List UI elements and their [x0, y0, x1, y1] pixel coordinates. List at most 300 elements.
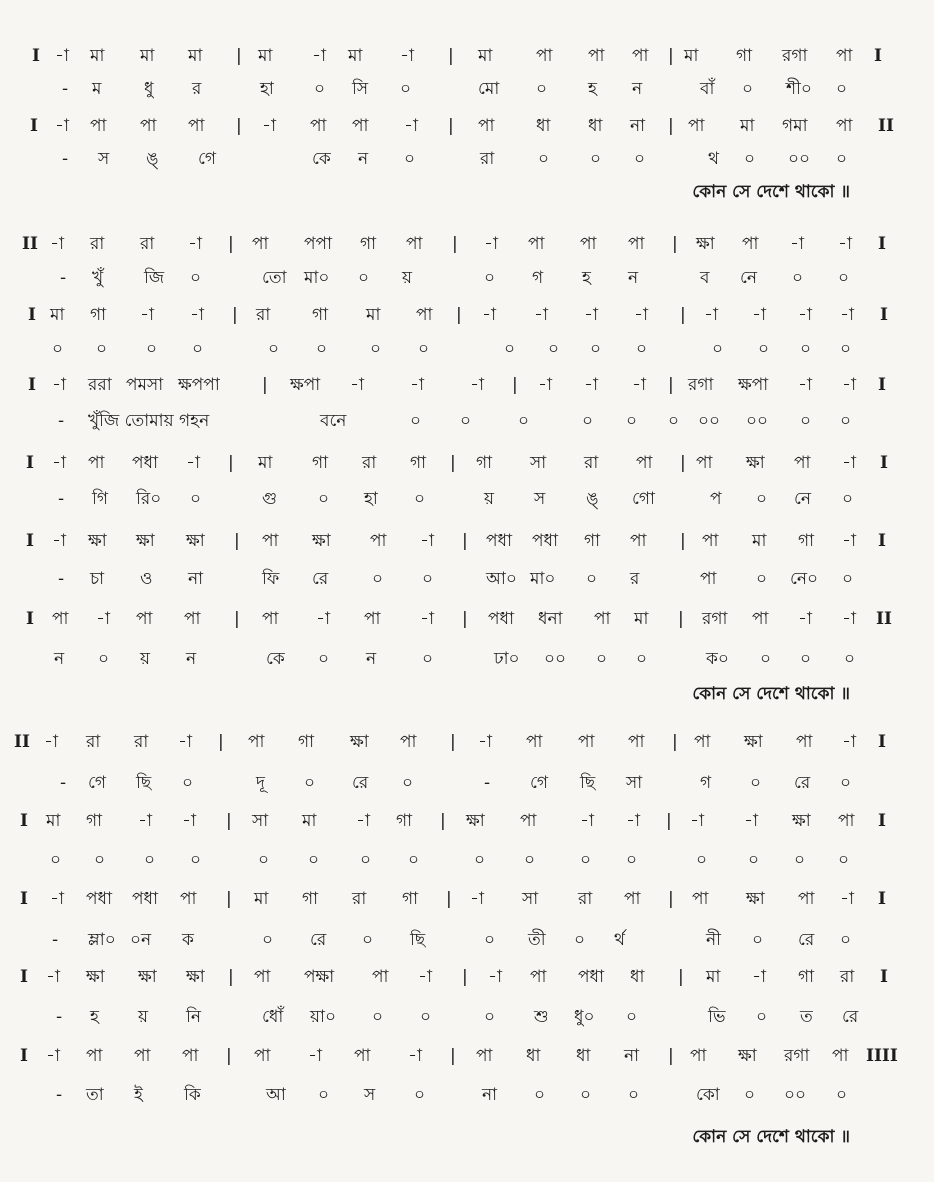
bar-line: |: [668, 46, 674, 66]
lyric-line: [0, 845, 934, 875]
syllable: ই: [134, 1085, 143, 1105]
note: -া: [262, 116, 276, 136]
note: রগা: [688, 375, 714, 395]
syllable: আ: [266, 1085, 286, 1105]
note: ক্ষা: [186, 531, 205, 551]
syllable: র: [192, 79, 202, 99]
note: পধা: [132, 889, 158, 909]
syllable: ০: [668, 411, 680, 431]
note: ক্ষা: [88, 531, 107, 551]
syllable: ০: [422, 569, 434, 589]
note: পা: [836, 116, 853, 136]
note: মা: [706, 967, 721, 987]
note: পা: [406, 234, 423, 254]
note: পধা: [532, 531, 558, 551]
note: মা: [188, 46, 203, 66]
syllable: ০: [750, 773, 762, 793]
bar-mark: II: [878, 116, 894, 136]
note: -া: [316, 609, 330, 629]
note: মা: [302, 811, 317, 831]
note: ক্ষপা: [738, 375, 769, 395]
syllable: -: [56, 1085, 63, 1105]
syllable: ০: [582, 411, 594, 431]
note: -া: [470, 375, 484, 395]
note: রা: [256, 305, 271, 325]
note: -া: [626, 811, 640, 831]
note: -া: [538, 375, 552, 395]
note: পা: [364, 609, 381, 629]
syllable: ০: [842, 569, 854, 589]
syllable: ০ন: [130, 930, 152, 950]
syllable: ন: [628, 268, 639, 288]
note: পা: [416, 305, 433, 325]
bar-mark: I: [878, 531, 886, 551]
syllable: ০: [414, 1085, 426, 1105]
note: গা: [90, 305, 107, 325]
note: ক্ষা: [792, 811, 811, 831]
note: পা: [352, 116, 369, 136]
syllable: সি: [352, 79, 369, 99]
note: পা: [478, 116, 495, 136]
note: -া: [44, 732, 58, 752]
note: পা: [528, 234, 545, 254]
bar-line: |: [672, 732, 678, 752]
note: পধা: [132, 453, 158, 473]
note: -া: [484, 234, 498, 254]
syllable: ম্লা০: [88, 930, 116, 950]
bar-line: |: [450, 1046, 456, 1066]
syllable: ০০: [544, 649, 567, 669]
note: রা: [584, 453, 599, 473]
note: -া: [704, 305, 718, 325]
syllable: ০: [190, 268, 202, 288]
note: -া: [842, 375, 856, 395]
syllable: হ: [582, 268, 591, 288]
notation-line: [0, 1041, 934, 1071]
note: পা: [182, 1046, 199, 1066]
note: -া: [350, 375, 364, 395]
note: -া: [186, 453, 200, 473]
note: পধা: [86, 889, 112, 909]
syllable: ০: [574, 930, 586, 950]
syllable: কি: [184, 1085, 201, 1105]
note: -া: [744, 811, 758, 831]
syllable: থ: [708, 149, 720, 169]
syllable: ০০: [788, 149, 811, 169]
note: পা: [628, 234, 645, 254]
syllable: ০: [596, 649, 608, 669]
note: সা: [522, 889, 539, 909]
syllable: গ: [532, 268, 544, 288]
syllable: গি: [92, 489, 109, 509]
note: পা: [136, 609, 153, 629]
syllable: ০: [362, 930, 374, 950]
syllable: ০: [418, 339, 430, 359]
note: -া: [634, 305, 648, 325]
syllable: ন: [366, 649, 377, 669]
note: পা: [580, 234, 597, 254]
note: গা: [298, 732, 315, 752]
syllable: ০: [842, 489, 854, 509]
note: পা: [594, 609, 611, 629]
note: রগা: [702, 609, 728, 629]
note: -া: [308, 1046, 322, 1066]
syllable: -: [58, 489, 65, 509]
bar-line: |: [226, 889, 232, 909]
syllable: ০: [144, 850, 156, 870]
note: মা: [50, 305, 65, 325]
refrain-line: কোন সে দেশে থাকো ॥: [692, 182, 850, 202]
syllable: -: [62, 79, 69, 99]
note: ধনা: [538, 609, 563, 629]
note: পা: [688, 116, 705, 136]
note: পা: [630, 531, 647, 551]
bar-mark: I: [880, 967, 888, 987]
note: -া: [420, 531, 434, 551]
lyric-line: [0, 644, 934, 674]
note: -া: [138, 811, 152, 831]
note: মা: [366, 305, 381, 325]
note: মা: [258, 453, 273, 473]
bar-line: |: [680, 453, 686, 473]
note: পা: [476, 1046, 493, 1066]
lyric-line: [0, 768, 934, 798]
syllable: ০০: [784, 1085, 807, 1105]
bar-line: |: [450, 453, 456, 473]
note: রা: [140, 234, 155, 254]
syllable: ০: [626, 1007, 638, 1027]
syllable: ০: [146, 339, 158, 359]
note: গা: [584, 531, 601, 551]
syllable: ০: [748, 850, 760, 870]
syllable: ০: [98, 649, 110, 669]
note: ক্ষা: [466, 811, 485, 831]
refrain-line: কোন সে দেশে থাকো ॥: [692, 684, 850, 704]
syllable: ০: [836, 79, 848, 99]
syllable: নি: [186, 1007, 202, 1027]
syllable: ০: [580, 850, 592, 870]
note: পা: [180, 889, 197, 909]
note: পধা: [488, 609, 514, 629]
note: ক্ষা: [350, 732, 369, 752]
note: ক্ষপা: [290, 375, 321, 395]
bar-mark: I: [878, 811, 886, 831]
syllable: তা: [86, 1085, 104, 1105]
bar-mark: I: [878, 375, 886, 395]
bar-mark: II: [22, 234, 38, 254]
bar-line: |: [450, 732, 456, 752]
syllable: ০: [484, 268, 496, 288]
note: গা: [736, 46, 753, 66]
note: মা: [752, 531, 767, 551]
syllable: ক০: [706, 649, 729, 669]
syllable: ০: [800, 411, 812, 431]
note: পা: [52, 609, 69, 629]
bar-line: |: [440, 811, 446, 831]
note: -া: [410, 375, 424, 395]
syllable: ০: [50, 850, 62, 870]
note: -া: [842, 531, 856, 551]
syllable: কে: [266, 649, 285, 669]
note: পধা: [486, 531, 512, 551]
note: রা: [578, 889, 593, 909]
bar-mark: I: [26, 453, 34, 473]
syllable: ন: [632, 79, 643, 99]
syllable: ন: [186, 649, 197, 669]
note: মা: [258, 46, 273, 66]
syllable: রে: [310, 930, 327, 950]
syllable: ঢা০: [494, 649, 520, 669]
note: ক্ষপপা: [178, 375, 220, 395]
syllable: না: [482, 1085, 498, 1105]
bar-line: |: [236, 46, 242, 66]
note: ক্ষা: [86, 967, 105, 987]
notation-line: [0, 806, 934, 836]
note: মা: [140, 46, 155, 66]
note: রা: [134, 732, 149, 752]
syllable: ০: [590, 149, 602, 169]
syllable: ০: [534, 1085, 546, 1105]
note: -া: [312, 46, 326, 66]
syllable: য়: [484, 489, 495, 509]
syllable: ০০: [746, 411, 769, 431]
note: সা: [252, 811, 269, 831]
syllable: ০: [744, 149, 756, 169]
syllable: গে: [88, 773, 107, 793]
syllable: ০: [756, 1007, 768, 1027]
syllable: ০: [318, 489, 330, 509]
lyric-line: [0, 1080, 934, 1110]
syllable: রে: [794, 773, 811, 793]
bar-line: |: [666, 811, 672, 831]
syllable: গে: [198, 149, 217, 169]
syllable: ০: [742, 79, 754, 99]
syllable: ছি: [410, 930, 426, 950]
note: পা: [836, 46, 853, 66]
syllable: শী০: [786, 79, 812, 99]
note: -া: [52, 375, 66, 395]
bar-mark: I: [878, 732, 886, 752]
note: পা: [798, 889, 815, 909]
bar-line: |: [226, 1046, 232, 1066]
bar-line: |: [680, 531, 686, 551]
note: -া: [470, 889, 484, 909]
syllable: য়: [402, 268, 413, 288]
bar-line: |: [228, 967, 234, 987]
syllable: র্থ: [614, 930, 626, 950]
note: ক্ষা: [746, 453, 765, 473]
syllable: ০: [420, 1007, 432, 1027]
note: -া: [752, 305, 766, 325]
syllable: ০: [838, 850, 850, 870]
note: না: [624, 1046, 640, 1066]
syllable: ০: [756, 569, 768, 589]
note: রা: [840, 967, 855, 987]
syllable: ০: [800, 649, 812, 669]
note: ররা: [88, 375, 112, 395]
syllable: ০: [626, 850, 638, 870]
syllable: হা: [364, 489, 378, 509]
bar-line: |: [234, 609, 240, 629]
note: রগা: [784, 1046, 810, 1066]
syllable: ০: [756, 489, 768, 509]
syllable: ০: [370, 339, 382, 359]
syllable: মা০: [304, 268, 330, 288]
syllable: ০: [628, 1085, 640, 1105]
note: মা: [634, 609, 649, 629]
note: রা: [90, 234, 105, 254]
note: -া: [478, 732, 492, 752]
note: সা: [530, 453, 547, 473]
syllable: ০: [586, 569, 598, 589]
syllable: ০: [360, 850, 372, 870]
note: পা: [694, 732, 711, 752]
note: পা: [254, 967, 271, 987]
note: -া: [96, 609, 110, 629]
note: পা: [88, 453, 105, 473]
notation-line: [0, 370, 934, 400]
syllable: বনে: [320, 411, 347, 431]
bar-line: |: [462, 967, 468, 987]
note: -া: [400, 46, 414, 66]
bar-mark: I: [28, 375, 36, 395]
note: পা: [400, 732, 417, 752]
syllable: জি: [144, 268, 165, 288]
syllable: ০: [794, 850, 806, 870]
syllable: নে০: [790, 569, 819, 589]
syllable: ০: [840, 773, 852, 793]
lyric-line: [0, 406, 934, 436]
note: -া: [178, 732, 192, 752]
syllable: ০: [422, 649, 434, 669]
note: -া: [840, 305, 854, 325]
syllable: ০: [358, 268, 370, 288]
notation-line: [0, 962, 934, 992]
syllable: রি০: [136, 489, 162, 509]
note: পা: [632, 46, 649, 66]
syllable: ভি: [708, 1007, 726, 1027]
syllable: দূ: [256, 773, 265, 793]
note: পা: [742, 234, 759, 254]
syllable: ০: [836, 1085, 848, 1105]
bar-line: |: [512, 375, 518, 395]
syllable: পা: [700, 569, 717, 589]
syllable: য়া০: [310, 1007, 336, 1027]
note: মা: [348, 46, 363, 66]
note: ক্ষা: [312, 531, 331, 551]
syllable: ০: [96, 339, 108, 359]
syllable: ০: [258, 850, 270, 870]
syllable: ঙ্: [586, 489, 599, 509]
note: পা: [262, 609, 279, 629]
note: রগা: [782, 46, 808, 66]
syllable: ধু০: [574, 1007, 595, 1027]
syllable: ০: [840, 339, 852, 359]
syllable: স: [534, 489, 546, 509]
bar-line: |: [228, 453, 234, 473]
note: ধা: [536, 116, 551, 136]
syllable: ০: [402, 773, 414, 793]
syllable: প: [710, 489, 722, 509]
syllable: ০: [840, 930, 852, 950]
note: ক্ষা: [136, 531, 155, 551]
note: পধা: [578, 967, 604, 987]
note: পা: [140, 116, 157, 136]
syllable: ০: [304, 773, 316, 793]
note: গা: [312, 305, 329, 325]
syllable: ০: [504, 339, 516, 359]
note: গা: [396, 811, 413, 831]
note: রা: [362, 453, 377, 473]
syllable: ত: [800, 1007, 813, 1027]
notation-line: [0, 300, 934, 330]
syllable: কো: [696, 1085, 720, 1105]
syllable: রে: [842, 1007, 859, 1027]
note: পা: [536, 46, 553, 66]
bar-line: |: [462, 609, 468, 629]
syllable: য়: [140, 649, 151, 669]
bar-line: |: [448, 116, 454, 136]
note: -া: [55, 116, 69, 136]
note: না: [630, 116, 646, 136]
syllable: গে: [530, 773, 549, 793]
syllable: কে: [312, 149, 331, 169]
note: -া: [140, 305, 154, 325]
syllable: ০: [590, 339, 602, 359]
bar-mark: I: [878, 234, 886, 254]
note: পা: [692, 889, 709, 909]
note: -া: [488, 967, 502, 987]
lyric-line: [0, 263, 934, 293]
note: -া: [482, 305, 496, 325]
syllable: নে: [740, 268, 758, 288]
note: পমসা: [126, 375, 164, 395]
note: পা: [796, 732, 813, 752]
syllable: ০: [840, 411, 852, 431]
syllable: শু: [534, 1007, 549, 1027]
syllable: ০: [838, 268, 850, 288]
note: পা: [628, 732, 645, 752]
note: পা: [832, 1046, 849, 1066]
syllable: ঙ্: [146, 149, 159, 169]
note: পা: [370, 531, 387, 551]
syllable: ০: [636, 649, 648, 669]
syllable: হা: [260, 79, 274, 99]
note: ক্ষা: [744, 732, 763, 752]
syllable: -: [62, 149, 69, 169]
notation-line: [0, 111, 934, 141]
bar-line: |: [232, 305, 238, 325]
syllable: -: [56, 1007, 63, 1027]
lyric-line: [0, 144, 934, 174]
note: পপা: [304, 234, 333, 254]
note: -া: [580, 811, 594, 831]
note: ক্ষা: [138, 967, 157, 987]
syllable: মো: [478, 79, 500, 99]
syllable: বাঁ: [700, 79, 715, 99]
syllable: খুঁ: [92, 268, 104, 288]
note: পা: [354, 1046, 371, 1066]
bar-mark: II: [14, 732, 30, 752]
syllable: চা: [90, 569, 105, 589]
note: পা: [696, 453, 713, 473]
note: পা: [520, 811, 537, 831]
syllable: ০: [410, 411, 422, 431]
syllable: ছি: [136, 773, 152, 793]
lyric-line: [0, 334, 934, 364]
syllable: গু: [262, 489, 278, 509]
notation-line: [0, 884, 934, 914]
